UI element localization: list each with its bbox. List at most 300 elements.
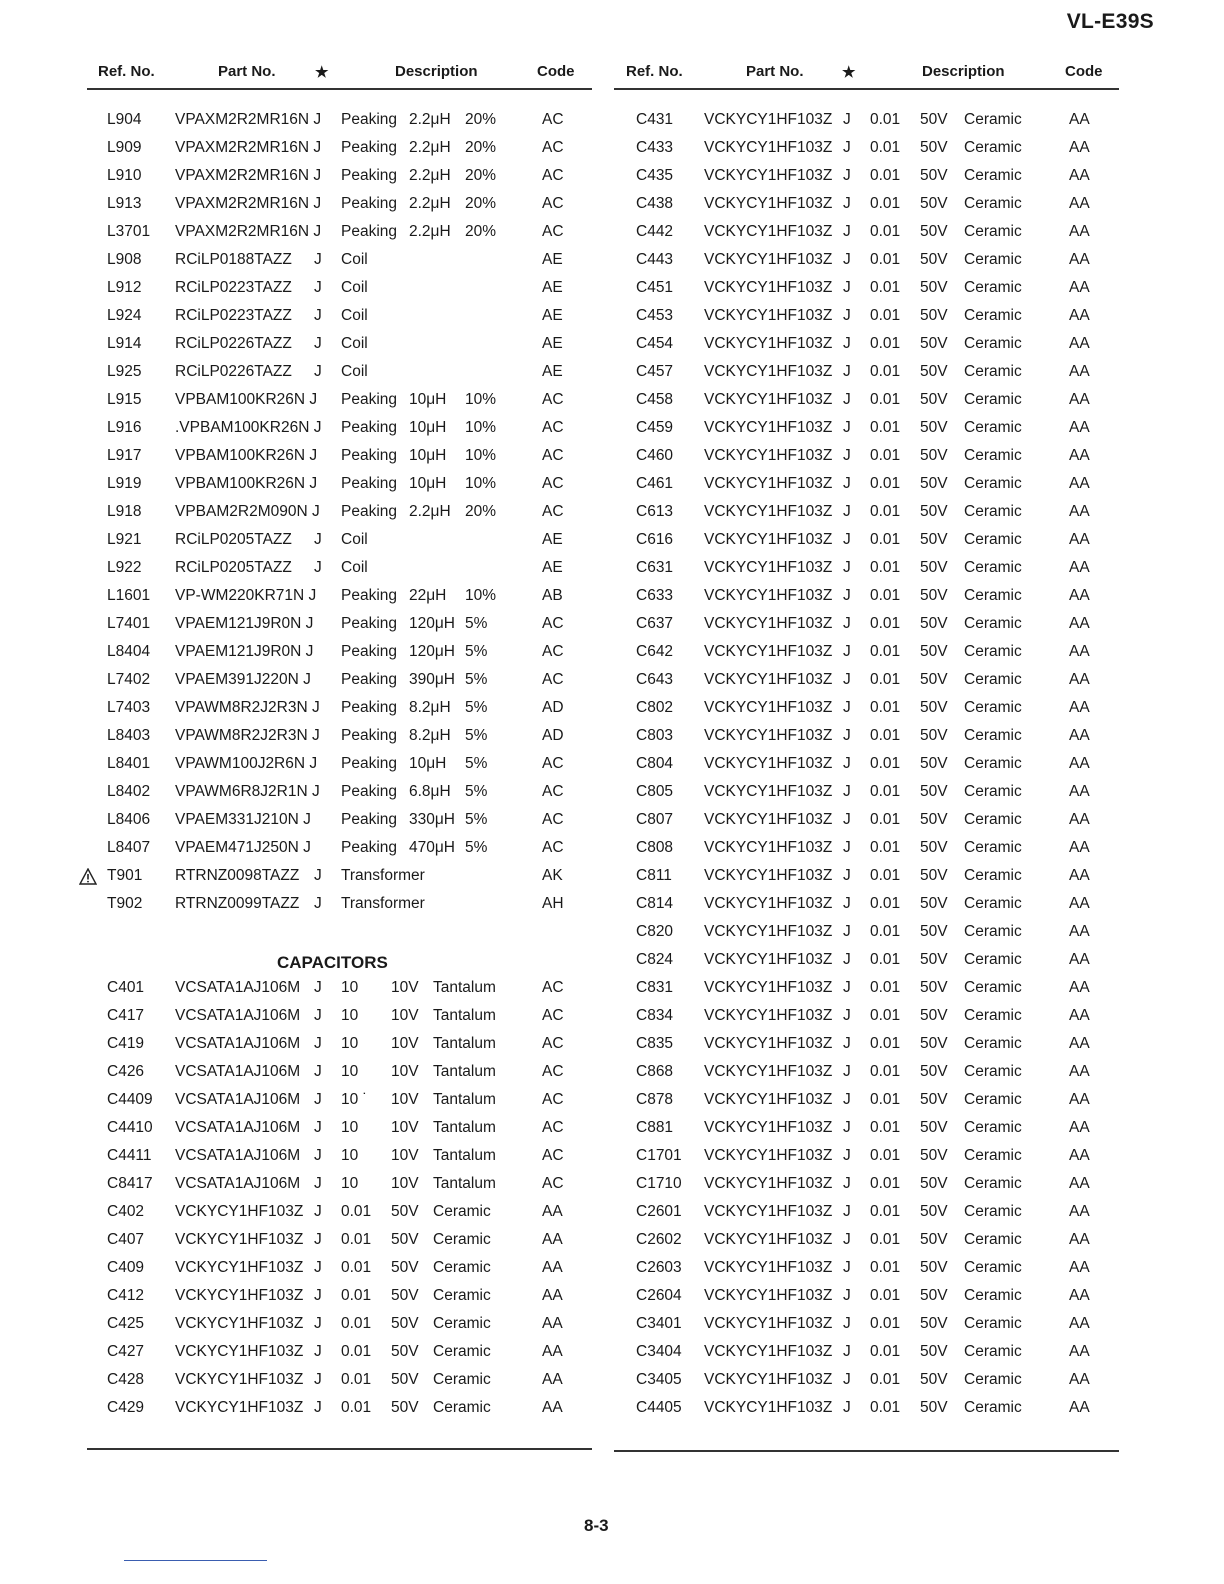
ref-number: L8407 bbox=[107, 839, 151, 856]
price-code: AC bbox=[542, 1035, 564, 1052]
voltage: 50V bbox=[920, 419, 948, 436]
ref-header: Ref. No. bbox=[98, 63, 155, 80]
ref-number: L916 bbox=[107, 419, 142, 436]
price-code: AA bbox=[1069, 671, 1090, 688]
part-suffix: J bbox=[314, 559, 322, 576]
part-number: VCKYCY1HF103Z bbox=[175, 1287, 304, 1304]
voltage: 50V bbox=[920, 1091, 948, 1108]
tolerance: 20% bbox=[465, 139, 497, 156]
table-row bbox=[614, 139, 1119, 167]
dielectric-type: Ceramic bbox=[964, 755, 1022, 772]
part-suffix: J bbox=[843, 923, 851, 940]
capacitance: 0.01 bbox=[870, 1287, 901, 1304]
ref-number: L904 bbox=[107, 111, 142, 128]
voltage: 50V bbox=[920, 111, 948, 128]
part-suffix: J bbox=[843, 363, 851, 380]
ref-number: T901 bbox=[107, 867, 143, 884]
description: Peaking bbox=[341, 139, 398, 156]
voltage: 50V bbox=[920, 1175, 948, 1192]
description: Coil bbox=[341, 363, 368, 380]
part-suffix: J bbox=[314, 1259, 322, 1276]
voltage: 10V bbox=[391, 1147, 419, 1164]
price-code: AA bbox=[1069, 307, 1090, 324]
capacitance: 0.01 bbox=[870, 615, 901, 632]
voltage: 50V bbox=[920, 251, 948, 268]
part-number: VCKYCY1HF103Z bbox=[175, 1371, 304, 1388]
ref-number: L909 bbox=[107, 139, 142, 156]
part-suffix: J bbox=[843, 951, 851, 968]
part-suffix: J bbox=[314, 1175, 322, 1192]
dielectric-type: Ceramic bbox=[964, 475, 1022, 492]
table-row bbox=[614, 895, 1119, 923]
capacitance: 0.01 bbox=[870, 1119, 901, 1136]
dielectric-type: Ceramic bbox=[964, 615, 1022, 632]
table-row bbox=[614, 923, 1119, 951]
table-row bbox=[614, 559, 1119, 587]
price-code: AE bbox=[542, 279, 563, 296]
capacitance: 10 bbox=[341, 1147, 359, 1164]
dielectric-type: Tantalum bbox=[433, 979, 496, 996]
tolerance: 20% bbox=[465, 223, 497, 240]
inductance: 10μH bbox=[409, 755, 447, 772]
table-row bbox=[614, 1343, 1119, 1371]
part-suffix: J bbox=[843, 1315, 851, 1332]
dielectric-type: Ceramic bbox=[964, 1007, 1022, 1024]
price-code: AA bbox=[1069, 1315, 1090, 1332]
part-number: VCKYCY1HF103Z bbox=[704, 1371, 833, 1388]
tolerance: 20% bbox=[465, 111, 497, 128]
capacitance: 10 bbox=[341, 1175, 359, 1192]
table-row bbox=[614, 1371, 1119, 1399]
ref-number: C1701 bbox=[636, 1147, 682, 1164]
voltage: 50V bbox=[920, 699, 948, 716]
part-number: VCKYCY1HF103Z bbox=[704, 251, 833, 268]
part-number: VCKYCY1HF103Z bbox=[704, 335, 833, 352]
price-code: AE bbox=[542, 559, 563, 576]
capacitance: 10 bbox=[341, 1035, 359, 1052]
part-header: Part No. bbox=[746, 63, 804, 80]
voltage: 50V bbox=[920, 363, 948, 380]
tolerance: 5% bbox=[465, 755, 488, 772]
table-row bbox=[87, 783, 592, 811]
tolerance: 5% bbox=[465, 811, 488, 828]
part-number: VPAWM6R8J2R1N J bbox=[175, 783, 320, 800]
dielectric-type: Ceramic bbox=[964, 559, 1022, 576]
price-code: AA bbox=[1069, 587, 1090, 604]
part-suffix: J bbox=[843, 979, 851, 996]
table-row bbox=[87, 839, 592, 867]
price-code: AC bbox=[542, 419, 564, 436]
capacitance: 10 ˙ bbox=[341, 1091, 368, 1108]
price-code: AA bbox=[1069, 1203, 1090, 1220]
capacitance: 0.01 bbox=[870, 363, 901, 380]
part-number: VCKYCY1HF103Z bbox=[704, 867, 833, 884]
table-row bbox=[87, 475, 592, 503]
table-row bbox=[87, 447, 592, 475]
dielectric-type: Ceramic bbox=[964, 251, 1022, 268]
dielectric-type: Ceramic bbox=[964, 951, 1022, 968]
part-suffix: J bbox=[843, 251, 851, 268]
part-suffix: J bbox=[314, 251, 322, 268]
voltage: 50V bbox=[391, 1203, 419, 1220]
part-number: VCKYCY1HF103Z bbox=[704, 1091, 833, 1108]
dielectric-type: Ceramic bbox=[964, 923, 1022, 940]
description-header: Description bbox=[922, 63, 1005, 80]
ref-number: C2602 bbox=[636, 1231, 682, 1248]
inductance: 2.2μH bbox=[409, 503, 451, 520]
capacitance: 0.01 bbox=[341, 1259, 372, 1276]
price-code: AA bbox=[542, 1399, 563, 1416]
voltage: 50V bbox=[920, 139, 948, 156]
part-number: VPAXM2R2MR16N J bbox=[175, 167, 322, 184]
capacitance: 0.01 bbox=[870, 727, 901, 744]
part-number: VCKYCY1HF103Z bbox=[704, 1147, 833, 1164]
capacitance: 0.01 bbox=[341, 1399, 372, 1416]
capacitance: 0.01 bbox=[870, 1203, 901, 1220]
description: Peaking bbox=[341, 699, 398, 716]
part-number: VCKYCY1HF103Z bbox=[704, 139, 833, 156]
price-code: AC bbox=[542, 111, 564, 128]
voltage: 10V bbox=[391, 1035, 419, 1052]
part-number: RCiLP0223TAZZ bbox=[175, 307, 292, 324]
table-row bbox=[87, 1315, 592, 1343]
voltage: 50V bbox=[920, 391, 948, 408]
capacitance: 0.01 bbox=[870, 1231, 901, 1248]
inductance: 390μH bbox=[409, 671, 455, 688]
dielectric-type: Ceramic bbox=[964, 1091, 1022, 1108]
voltage: 50V bbox=[391, 1343, 419, 1360]
ref-number: L918 bbox=[107, 503, 142, 520]
part-suffix: J bbox=[843, 167, 851, 184]
part-suffix: J bbox=[843, 699, 851, 716]
dielectric-type: Tantalum bbox=[433, 1063, 496, 1080]
dielectric-type: Ceramic bbox=[964, 867, 1022, 884]
part-suffix: J bbox=[843, 1119, 851, 1136]
price-code: AE bbox=[542, 335, 563, 352]
table-row bbox=[614, 1007, 1119, 1035]
part-number: VCKYCY1HF103Z bbox=[704, 363, 833, 380]
part-suffix: J bbox=[843, 419, 851, 436]
table-row bbox=[614, 1063, 1119, 1091]
description: Coil bbox=[341, 559, 368, 576]
capacitance: 0.01 bbox=[870, 895, 901, 912]
price-code: AC bbox=[542, 1119, 564, 1136]
ref-number: C643 bbox=[636, 671, 674, 688]
table-row bbox=[614, 839, 1119, 867]
table-row bbox=[614, 643, 1119, 671]
ref-number: C868 bbox=[636, 1063, 674, 1080]
description-header: Description bbox=[395, 63, 478, 80]
voltage: 50V bbox=[920, 531, 948, 548]
capacitance: 0.01 bbox=[870, 867, 901, 884]
description: Coil bbox=[341, 531, 368, 548]
part-number: VCKYCY1HF103Z bbox=[175, 1343, 304, 1360]
table-row bbox=[87, 1035, 592, 1063]
part-number: VCKYCY1HF103Z bbox=[704, 1119, 833, 1136]
ref-number: L910 bbox=[107, 167, 142, 184]
table-row bbox=[87, 279, 592, 307]
capacitance: 0.01 bbox=[870, 755, 901, 772]
table-row bbox=[87, 671, 592, 699]
part-number: VCKYCY1HF103Z bbox=[704, 223, 833, 240]
voltage: 50V bbox=[920, 335, 948, 352]
price-code: AC bbox=[542, 1175, 564, 1192]
table-row bbox=[614, 951, 1119, 979]
part-number: VCKYCY1HF103Z bbox=[704, 1007, 833, 1024]
ref-number: C451 bbox=[636, 279, 674, 296]
dielectric-type: Ceramic bbox=[964, 139, 1022, 156]
part-suffix: J bbox=[843, 1371, 851, 1388]
tolerance: 20% bbox=[465, 167, 497, 184]
price-code: AD bbox=[542, 727, 564, 744]
dielectric-type: Ceramic bbox=[964, 223, 1022, 240]
dielectric-type: Tantalum bbox=[433, 1035, 496, 1052]
ref-number: C433 bbox=[636, 139, 674, 156]
price-code: AA bbox=[1069, 1035, 1090, 1052]
table-row bbox=[614, 391, 1119, 419]
table-row bbox=[614, 223, 1119, 251]
dielectric-type: Ceramic bbox=[964, 1035, 1022, 1052]
capacitance: 10 bbox=[341, 1063, 359, 1080]
part-number: VPAEM331J210N J bbox=[175, 811, 311, 828]
ref-number: C453 bbox=[636, 307, 674, 324]
ref-number: C427 bbox=[107, 1343, 145, 1360]
price-code: AA bbox=[1069, 951, 1090, 968]
part-number: VPAWM8R2J2R3N J bbox=[175, 699, 320, 716]
part-suffix: J bbox=[314, 1399, 322, 1416]
description: Coil bbox=[341, 335, 368, 352]
ref-number: C425 bbox=[107, 1315, 145, 1332]
part-suffix: J bbox=[314, 363, 322, 380]
table-row bbox=[614, 1399, 1119, 1427]
dielectric-type: Ceramic bbox=[964, 1175, 1022, 1192]
ref-number: L922 bbox=[107, 559, 142, 576]
voltage: 50V bbox=[920, 1007, 948, 1024]
safety-warning-icon bbox=[79, 868, 97, 885]
table-row bbox=[614, 1287, 1119, 1315]
footer-line bbox=[124, 1560, 267, 1561]
table-row bbox=[87, 1007, 592, 1035]
table-row bbox=[87, 727, 592, 755]
description: Peaking bbox=[341, 783, 398, 800]
part-suffix: J bbox=[314, 1091, 322, 1108]
table-row bbox=[87, 1343, 592, 1371]
part-suffix: J bbox=[314, 1035, 322, 1052]
dielectric-type: Ceramic bbox=[964, 1203, 1022, 1220]
dielectric-type: Ceramic bbox=[964, 111, 1022, 128]
price-code: AA bbox=[542, 1287, 563, 1304]
capacitance: 0.01 bbox=[341, 1343, 372, 1360]
description: Peaking bbox=[341, 475, 398, 492]
price-code: AC bbox=[542, 1007, 564, 1024]
capacitance: 0.01 bbox=[870, 139, 901, 156]
section-title: CAPACITORS bbox=[277, 953, 388, 972]
ref-number: L917 bbox=[107, 447, 142, 464]
part-number: RCiLP0188TAZZ bbox=[175, 251, 292, 268]
table-row bbox=[614, 195, 1119, 223]
table-row bbox=[87, 979, 592, 1007]
dielectric-type: Tantalum bbox=[433, 1147, 496, 1164]
voltage: 50V bbox=[920, 1287, 948, 1304]
price-code: AC bbox=[542, 391, 564, 408]
part-number: VPBAM100KR26N J bbox=[175, 475, 318, 492]
capacitance: 10 bbox=[341, 979, 359, 996]
capacitance: 0.01 bbox=[870, 1035, 901, 1052]
dielectric-type: Ceramic bbox=[433, 1315, 491, 1332]
dielectric-type: Ceramic bbox=[964, 811, 1022, 828]
price-code: AA bbox=[1069, 279, 1090, 296]
ref-number: L3701 bbox=[107, 223, 151, 240]
table-row bbox=[614, 1035, 1119, 1063]
capacitance: 0.01 bbox=[870, 839, 901, 856]
dielectric-type: Ceramic bbox=[964, 391, 1022, 408]
ref-number: C820 bbox=[636, 923, 674, 940]
table-row bbox=[614, 1091, 1119, 1119]
price-code: AA bbox=[542, 1231, 563, 1248]
voltage: 10V bbox=[391, 979, 419, 996]
voltage: 50V bbox=[920, 1147, 948, 1164]
table-row bbox=[87, 503, 592, 531]
capacitance: 0.01 bbox=[870, 699, 901, 716]
part-suffix: J bbox=[843, 195, 851, 212]
price-code: AA bbox=[1069, 1063, 1090, 1080]
dielectric-type: Ceramic bbox=[964, 1315, 1022, 1332]
price-code: AC bbox=[542, 783, 564, 800]
capacitance: 0.01 bbox=[870, 1259, 901, 1276]
part-number: VCKYCY1HF103Z bbox=[704, 531, 833, 548]
ref-number: C834 bbox=[636, 1007, 674, 1024]
part-suffix: J bbox=[843, 727, 851, 744]
part-number: VCKYCY1HF103Z bbox=[704, 1259, 833, 1276]
part-number: VCKYCY1HF103Z bbox=[704, 643, 833, 660]
capacitance: 0.01 bbox=[870, 587, 901, 604]
part-number: VCKYCY1HF103Z bbox=[704, 1399, 833, 1416]
part-number: VPAEM471J250N J bbox=[175, 839, 311, 856]
capacitance: 0.01 bbox=[341, 1315, 372, 1332]
part-number: VPBAM100KR26N J bbox=[175, 447, 318, 464]
description: Peaking bbox=[341, 391, 398, 408]
price-code: AA bbox=[1069, 755, 1090, 772]
part-number: .VPBAM100KR26N J bbox=[175, 419, 322, 436]
voltage: 50V bbox=[920, 279, 948, 296]
table-row bbox=[87, 1399, 592, 1427]
dielectric-type: Ceramic bbox=[964, 1343, 1022, 1360]
price-code: AA bbox=[1069, 1371, 1090, 1388]
price-code: AA bbox=[1069, 867, 1090, 884]
price-code: AK bbox=[542, 867, 563, 884]
part-number: VCKYCY1HF103Z bbox=[704, 419, 833, 436]
dielectric-type: Ceramic bbox=[964, 335, 1022, 352]
inductance: 6.8μH bbox=[409, 783, 451, 800]
part-suffix: J bbox=[843, 1175, 851, 1192]
voltage: 10V bbox=[391, 1007, 419, 1024]
part-suffix: J bbox=[843, 391, 851, 408]
description: Peaking bbox=[341, 615, 398, 632]
part-number: VCKYCY1HF103Z bbox=[704, 195, 833, 212]
price-code: AC bbox=[542, 979, 564, 996]
price-code: AA bbox=[1069, 1287, 1090, 1304]
voltage: 50V bbox=[920, 923, 948, 940]
capacitance: 0.01 bbox=[870, 475, 901, 492]
part-suffix: J bbox=[843, 587, 851, 604]
part-number: VCKYCY1HF103Z bbox=[175, 1315, 304, 1332]
dielectric-type: Ceramic bbox=[964, 587, 1022, 604]
right-rows bbox=[614, 90, 1119, 1427]
tolerance: 5% bbox=[465, 699, 488, 716]
price-code: AA bbox=[1069, 1343, 1090, 1360]
ref-number: C4405 bbox=[636, 1399, 682, 1416]
tolerance: 20% bbox=[465, 195, 497, 212]
price-code: AE bbox=[542, 251, 563, 268]
table-row bbox=[614, 447, 1119, 475]
part-suffix: J bbox=[843, 1203, 851, 1220]
part-number: RTRNZ0098TAZZ bbox=[175, 867, 300, 884]
part-suffix: J bbox=[843, 111, 851, 128]
table-row bbox=[87, 167, 592, 195]
part-suffix: J bbox=[314, 867, 322, 884]
part-suffix: J bbox=[843, 1091, 851, 1108]
tolerance: 5% bbox=[465, 839, 488, 856]
ref-number: C616 bbox=[636, 531, 674, 548]
capacitance: 0.01 bbox=[870, 167, 901, 184]
part-number: RCiLP0205TAZZ bbox=[175, 531, 292, 548]
part-number: VCKYCY1HF103Z bbox=[704, 727, 833, 744]
price-code: AA bbox=[1069, 643, 1090, 660]
left-rows bbox=[87, 90, 592, 1427]
part-number: VCKYCY1HF103Z bbox=[704, 167, 833, 184]
dielectric-type: Tantalum bbox=[433, 1119, 496, 1136]
description: Transformer bbox=[341, 895, 425, 912]
part-suffix: J bbox=[843, 223, 851, 240]
inductance: 8.2μH bbox=[409, 699, 451, 716]
part-suffix: J bbox=[314, 1119, 322, 1136]
part-number: VCKYCY1HF103Z bbox=[704, 559, 833, 576]
voltage: 50V bbox=[920, 895, 948, 912]
description: Peaking bbox=[341, 447, 398, 464]
ref-number: L8406 bbox=[107, 811, 151, 828]
star-header: ★ bbox=[315, 64, 329, 81]
ref-number: T902 bbox=[107, 895, 143, 912]
price-code: AA bbox=[1069, 727, 1090, 744]
table-row bbox=[87, 699, 592, 727]
part-suffix: J bbox=[843, 531, 851, 548]
ref-number: L915 bbox=[107, 391, 142, 408]
price-code: AC bbox=[542, 1091, 564, 1108]
capacitance: 0.01 bbox=[870, 1091, 901, 1108]
part-number: VCKYCY1HF103Z bbox=[704, 1175, 833, 1192]
table-row bbox=[614, 979, 1119, 1007]
table-row bbox=[614, 587, 1119, 615]
voltage: 50V bbox=[920, 643, 948, 660]
part-number: VCSATA1AJ106M bbox=[175, 1175, 301, 1192]
part-number: VCKYCY1HF103Z bbox=[704, 1203, 833, 1220]
ref-number: L924 bbox=[107, 307, 142, 324]
part-suffix: J bbox=[843, 559, 851, 576]
description: Peaking bbox=[341, 419, 398, 436]
capacitance: 0.01 bbox=[870, 503, 901, 520]
description: Peaking bbox=[341, 195, 398, 212]
part-number: VPAXM2R2MR16N J bbox=[175, 223, 322, 240]
price-code: AA bbox=[1069, 1231, 1090, 1248]
ref-number: L921 bbox=[107, 531, 142, 548]
description: Peaking bbox=[341, 643, 398, 660]
ref-number: C2601 bbox=[636, 1203, 682, 1220]
ref-number: C814 bbox=[636, 895, 674, 912]
price-code: AA bbox=[1069, 783, 1090, 800]
table-row bbox=[614, 475, 1119, 503]
part-number: VCKYCY1HF103Z bbox=[704, 279, 833, 296]
table-row bbox=[87, 643, 592, 671]
